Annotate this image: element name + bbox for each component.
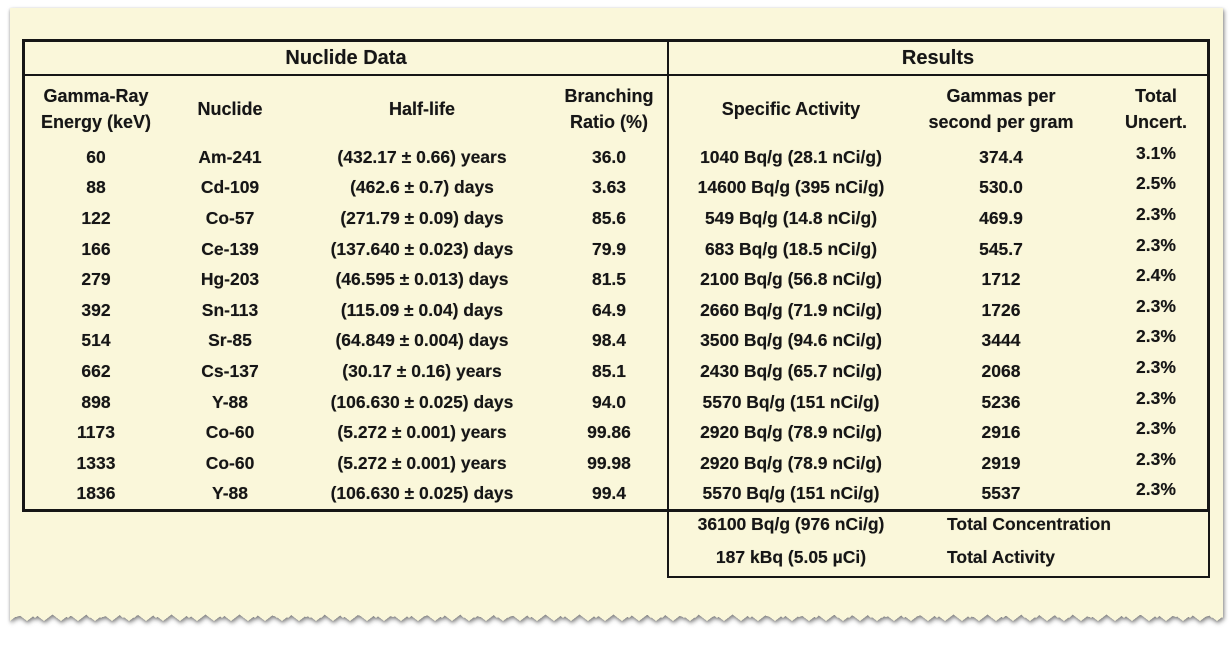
energy-cell: 166 [81,238,111,259]
nuclide-cell: Co-60 [205,422,255,443]
specific-activity-cell: 14600 Bq/g (395 nCi/g) [667,173,913,204]
energy-cell: 88 [86,177,106,198]
half-life-cell: (106.630 ± 0.025) days [330,391,514,412]
table-row [25,448,1207,479]
specific-activity-cell: 2920 Bq/g (78.9 nCi/g) [667,417,913,448]
torn-edge [10,608,1223,621]
col-header-energy [25,76,167,142]
nuclide-cell: Y-88 [212,391,248,412]
table-row [25,173,1207,204]
gammas-cell: 5236 [981,391,1021,412]
specific-activity-cell: 2920 Bq/g (78.9 nCi/g) [667,448,913,479]
branching-cell: 85.1 [591,360,627,381]
half-life-cell: (30.17 ± 0.16) years [342,360,502,381]
gammas-cell: 2916 [981,422,1021,443]
energy-cell: 279 [81,269,111,290]
nuclide-cell: Cd-109 [200,177,260,198]
col-header-gammas-line1: Gammas per [946,85,1056,106]
gammas-cell: 469.9 [979,207,1023,228]
table-row [25,356,1207,387]
energy-cell: 662 [81,360,111,381]
energy-cell: 392 [81,299,111,320]
uncert-cell: 2.3% [1136,326,1176,347]
nuclide-cell: Co-57 [205,207,255,228]
table-row [25,326,1207,357]
gammas-cell: 374.4 [979,146,1023,167]
total-activity-row [669,541,1208,574]
table-row [25,387,1207,418]
total-activity-label: Total Activity [947,547,1055,567]
gammas-cell: 1712 [981,269,1021,290]
half-life-cell: (115.09 ± 0.04) days [340,299,504,320]
totals-box [667,508,1210,578]
paper-sheet [10,8,1223,608]
uncert-cell: 2.3% [1136,203,1176,224]
uncert-cell: 2.3% [1136,448,1176,469]
table-row [25,417,1207,448]
energy-cell: 1836 [76,483,116,504]
uncert-cell: 2.3% [1136,479,1176,500]
energy-cell: 898 [81,391,111,412]
col-header-half-life: Half-life [388,98,455,119]
col-header-gammas [913,76,1089,142]
half-life-cell: (64.849 ± 0.004) days [335,330,509,351]
half-life-cell: (46.595 ± 0.013) days [335,269,509,290]
gammas-cell: 2068 [981,360,1021,381]
branching-cell: 94.0 [591,391,627,412]
branching-cell: 99.4 [591,483,627,504]
specific-activity-cell: 683 Bq/g (18.5 nCi/g) [667,234,913,265]
col-header-energy-line2: Energy (keV) [40,112,152,132]
half-life-cell: (432.17 ± 0.66) years [337,146,507,167]
energy-cell: 1173 [77,422,115,443]
col-header-specific-activity: Specific Activity [667,76,913,142]
table-row [25,234,1207,265]
specific-activity-cell: 3500 Bq/g (94.6 nCi/g) [667,326,913,357]
branching-cell: 3.63 [591,177,627,198]
specific-activity-cell: 2660 Bq/g (71.9 nCi/g) [667,295,913,326]
table-body [25,142,1207,509]
nuclide-results-table [22,39,1210,512]
total-concentration-label: Total Concentration [947,514,1111,534]
uncert-cell: 2.3% [1136,418,1176,439]
column-header-row [25,76,1207,142]
half-life-cell: (271.79 ± 0.09) days [340,207,504,228]
nuclide-cell: Ce-139 [201,238,259,259]
gammas-cell: 1726 [981,299,1021,320]
col-header-branching-line2: Ratio (%) [570,112,648,132]
col-header-branching-line1: Branching [564,85,654,106]
nuclide-cell: Y-88 [212,483,248,504]
gammas-cell: 3444 [981,330,1021,351]
branching-cell: 64.9 [591,299,627,320]
col-header-uncert-line1: Total [1135,85,1177,106]
uncert-cell: 2.3% [1136,387,1176,408]
section-title-row [25,42,1207,76]
nuclide-cell: Hg-203 [200,269,260,290]
branching-cell: 36.0 [591,146,627,167]
table-row [25,479,1207,510]
energy-cell: 514 [81,330,111,351]
col-header-uncert [1089,76,1207,142]
specific-activity-cell: 2430 Bq/g (65.7 nCi/g) [667,356,913,387]
total-concentration-row [669,508,1208,541]
branching-cell: 99.86 [587,422,631,443]
specific-activity-cell: 5570 Bq/g (151 nCi/g) [667,479,913,510]
table-row [25,264,1207,295]
half-life-cell: (5.272 ± 0.001) years [337,452,507,473]
gammas-cell: 545.7 [979,238,1023,259]
section-title-results: Results [667,42,1207,74]
branching-cell: 85.6 [591,207,627,228]
table-row [25,203,1207,234]
table-row [25,295,1207,326]
uncert-cell: 2.3% [1136,295,1176,316]
col-header-energy-line1: Gamma-Ray [43,85,149,106]
half-life-cell: (137.640 ± 0.023) days [330,238,514,259]
branching-cell: 98.4 [591,330,627,351]
table-row [25,142,1207,173]
uncert-cell: 2.3% [1136,356,1176,377]
gammas-cell: 5537 [981,483,1021,504]
uncert-cell: 3.1% [1136,142,1176,163]
specific-activity-cell: 2100 Bq/g (56.8 nCi/g) [667,264,913,295]
branching-cell: 99.98 [587,452,631,473]
energy-cell: 122 [81,207,111,228]
uncert-cell: 2.3% [1136,234,1176,255]
nuclide-cell: Cs-137 [201,360,259,381]
energy-cell: 60 [86,146,106,167]
nuclide-cell: Sn-113 [201,299,259,320]
total-activity-value: 187 kBq (5.05 µCi) [715,547,867,567]
col-header-gammas-line2: second per gram [928,112,1074,132]
nuclide-cell: Co-60 [205,452,255,473]
half-life-cell: (462.6 ± 0.7) days [350,177,494,198]
branching-cell: 81.5 [591,269,627,290]
energy-cell: 1333 [76,452,116,473]
branching-cell: 79.9 [591,238,627,259]
half-life-cell: (5.272 ± 0.001) years [337,422,507,443]
nuclide-cell: Sr-85 [208,330,252,351]
nuclide-cell: Am-241 [198,146,262,167]
col-header-branching [551,76,667,142]
specific-activity-cell: 5570 Bq/g (151 nCi/g) [667,387,913,418]
gammas-cell: 530.0 [979,177,1023,198]
uncert-cell: 2.4% [1136,265,1176,286]
half-life-cell: (106.630 ± 0.025) days [330,483,514,504]
specific-activity-cell: 1040 Bq/g (28.1 nCi/g) [667,142,913,173]
total-concentration-value: 36100 Bq/g (976 nCi/g) [697,514,885,534]
col-header-nuclide: Nuclide [197,98,263,119]
uncert-cell: 2.5% [1136,173,1176,194]
section-title-nuclide-data: Nuclide Data [285,46,407,69]
specific-activity-cell: 549 Bq/g (14.8 nCi/g) [667,203,913,234]
col-header-uncert-line2: Uncert. [1124,112,1187,132]
gammas-cell: 2919 [981,452,1021,473]
